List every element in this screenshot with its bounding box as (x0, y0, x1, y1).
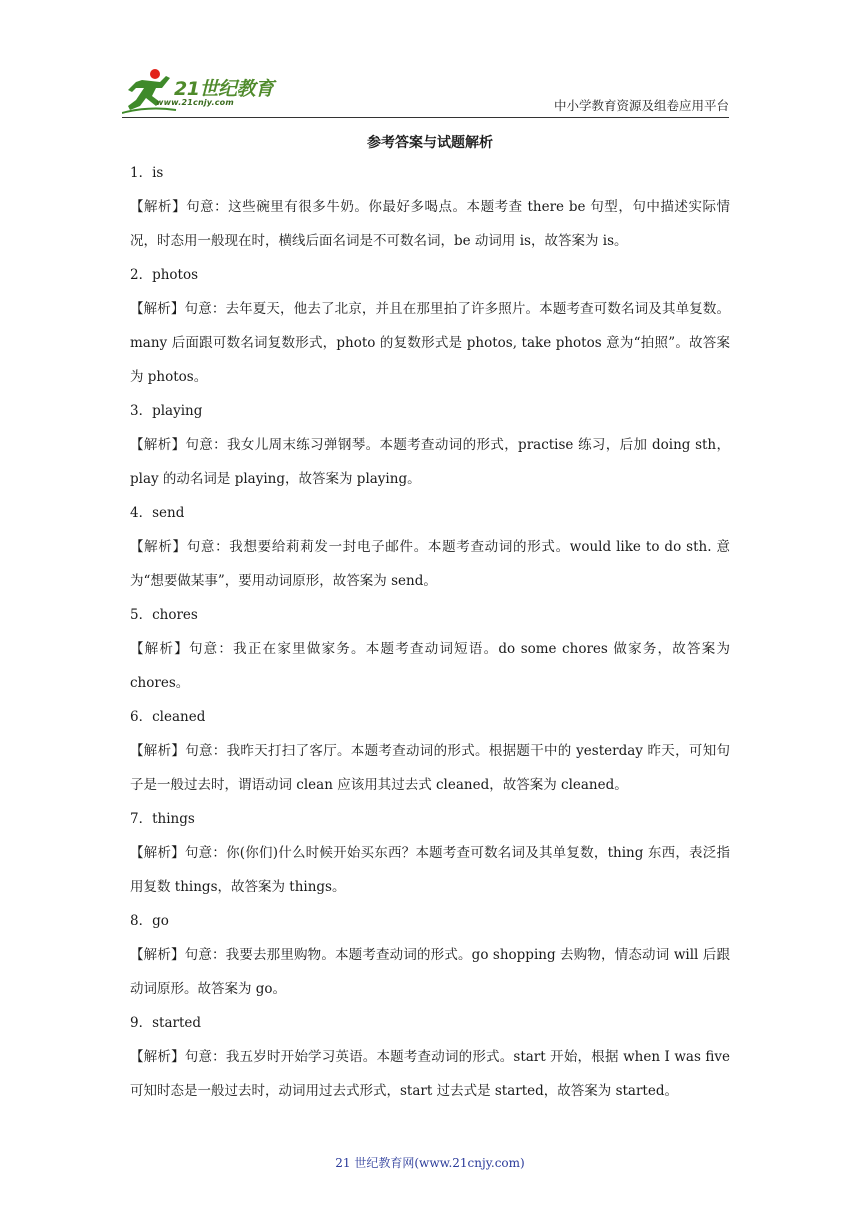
answer-explanation: 【解析】句意：我五岁时开始学习英语。本题考查动词的形式。start 开始，根据 when I was five 可知时态是一般过去时，动词用过去式形式，start 过去式是 started，故答案为 started。 (130, 1049, 730, 1099)
answer-number: 9．started (130, 1015, 202, 1031)
answer-explanation: 【解析】句意：我女儿周末练习弹钢琴。本题考查动词的形式，practise 练习，后加 doing sth，play 的动名词是 playing，故答案为 playing。 (130, 437, 730, 487)
footer-link[interactable]: 21 世纪教育网(www.21cnjy.com) (335, 1156, 525, 1170)
answer-explanation: 【解析】句意：这些碗里有很多牛奶。你最好多喝点。本题考查 there be 句型，句中描述实际情况，时态用一般现在时，横线后面名词是不可数名词，be 动词用 is，故答案为 is。 (130, 199, 730, 249)
logo-url: www.21cnjy.com (156, 98, 234, 107)
document-title: 参考答案与试题解析 (367, 135, 493, 151)
page-header (0, 0, 860, 122)
runner-logo-icon (122, 66, 178, 116)
answer-explanation: 【解析】句意：你(你们)什么时候开始买东西？本题考查可数名词及其单复数，thing 东西，表泛指用复数 things，故答案为 things。 (130, 845, 730, 895)
answer-number: 2．photos (130, 267, 199, 283)
answer-number: 1．is (130, 165, 164, 181)
answer-explanation: 【解析】句意：我昨天打扫了客厅。本题考查动词的形式。根据题干中的 yesterday 昨天，可知句子是一般过去时，谓语动词 clean 应该用其过去式 cleaned，故答案为 cleaned。 (130, 743, 730, 793)
answer-list (130, 156, 730, 1108)
answer-number: 4．send (130, 505, 185, 521)
logo-text: 21世纪教育 (174, 78, 274, 100)
platform-name: 中小学教育资源及组卷应用平台 (553, 98, 729, 113)
answer-number: 8．go (130, 913, 169, 929)
answer-number: 7．things (130, 811, 195, 827)
answer-number: 6．cleaned (130, 709, 206, 725)
answer-explanation: 【解析】句意：我想要给莉莉发一封电子邮件。本题考查动词的形式。would like to do sth. 意为“想要做某事”，要用动词原形，故答案为 send。 (130, 539, 730, 589)
document-body (130, 130, 730, 1108)
answer-explanation: 【解析】句意：去年夏天，他去了北京，并且在那里拍了许多照片。本题考查可数名词及其单复数。many 后面跟可数名词复数形式，photo 的复数形式是 photos, take photos 意为“拍照”。故答案为 photos。 (130, 301, 730, 385)
header-divider (122, 117, 729, 118)
answer-number: 3．playing (130, 403, 203, 419)
answer-number: 5．chores (130, 607, 198, 623)
answer-explanation: 【解析】句意：我要去那里购物。本题考查动词的形式。go shopping 去购物，情态动词 will 后跟动词原形。故答案为 go。 (130, 947, 730, 997)
answer-explanation: 【解析】句意：我正在家里做家务。本题考查动词短语。do some chores 做家务，故答案为 chores。 (130, 641, 730, 691)
logo (122, 66, 292, 116)
